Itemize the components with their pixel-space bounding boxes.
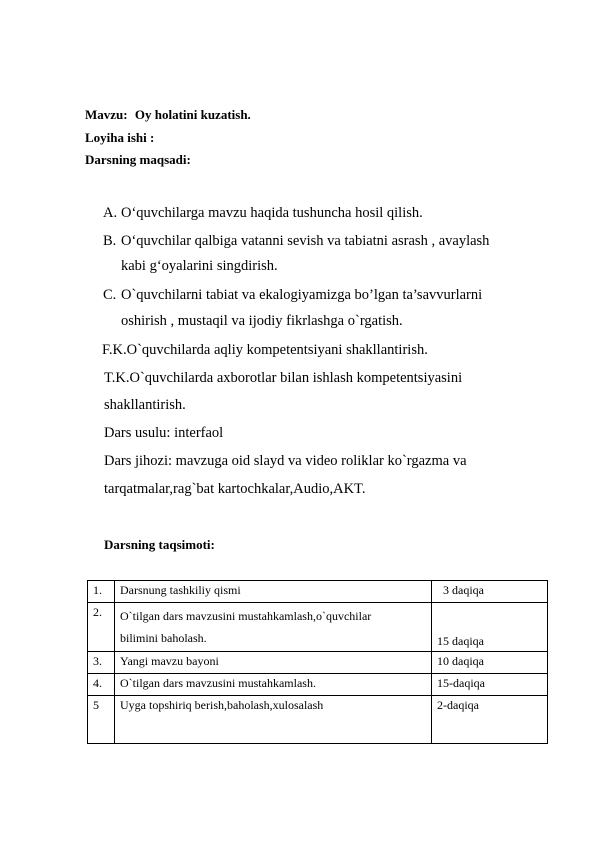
table-row — [88, 674, 548, 696]
goal-label: Darsning maqsadi: — [85, 152, 191, 167]
row-number: 5 — [88, 696, 115, 744]
row-time — [432, 603, 548, 652]
tk-competency-line1: T.K.O`quvchilarda axborotlar bilan ishlash kompetentsiyasini — [104, 370, 463, 386]
table-row — [88, 652, 548, 674]
goal-a-text: O‘quvchilarga mavzu haqida tushuncha hosil qilish. — [121, 205, 423, 221]
row-time: 15-daqiqa — [432, 674, 548, 696]
row-time: 10 daqiqa — [432, 652, 548, 674]
tk-competency-line2: shakllantirish. — [104, 397, 186, 413]
lesson-equipment-line1: Dars jihozi: mavzuga oid slayd va video roliklar ko`rgazma va — [104, 453, 467, 469]
project-label: Loyiha ishi : — [85, 130, 155, 145]
row-time: 2-daqiqa — [432, 696, 548, 744]
row-task: Darsnung tashkiliy qismi — [115, 581, 432, 603]
topic-label: Mavzu: — [85, 107, 128, 122]
goal-c-text-line2: oshirish , mustaqil va ijodiy fikrlashga o`rgatish. — [121, 313, 403, 329]
row-number: 2. — [88, 603, 115, 652]
row-number: 1. — [88, 581, 115, 603]
goal-c-marker: C. — [103, 287, 117, 303]
row-number: 3. — [88, 652, 115, 674]
row-task — [115, 603, 432, 652]
table-row — [88, 603, 548, 652]
topic-value: Oy holatini kuzatish. — [134, 107, 251, 122]
distribution-title: Darsning taqsimoti: — [104, 537, 215, 552]
goal-a-marker: A. — [103, 205, 118, 221]
goal-c-text-line1: O`quvchilarni tabiat va ekalogiyamizga bo’lgan ta’savvurlarni — [121, 287, 483, 303]
goal-b-text-line1: O‘quvchilar qalbiga vatanni sevish va tabiatni asrash , avaylash — [121, 233, 490, 249]
row-task-line2: bilimini baholash. — [120, 631, 207, 645]
table-row — [88, 696, 548, 744]
table-row — [88, 581, 548, 603]
row-time-value: 3 daqiqa — [443, 583, 484, 597]
lesson-method: Dars usulu: interfaol — [104, 425, 224, 441]
row-number: 4. — [88, 674, 115, 696]
fk-competency: F.K.O`quvchilarda aqliy kompetentsiyani shakllantirish. — [102, 342, 428, 358]
lesson-distribution-table — [87, 580, 548, 744]
row-time-value: 15 daqiqa — [437, 634, 484, 648]
row-task-line1: O`tilgan dars mavzusini mustahkamlash,o`quvchilar — [120, 609, 372, 623]
topic-line — [85, 107, 251, 123]
goal-b-text-line2: kabi g‘oyalarini singdirish. — [121, 258, 278, 274]
row-task: Uyga topshiriq berish,baholash,xulosalash — [115, 696, 432, 744]
lesson-equipment-line2: tarqatmalar,rag`bat kartochkalar,Audio,AKT. — [104, 481, 366, 497]
row-task: O`tilgan dars mavzusini mustahkamlash. — [115, 674, 432, 696]
row-time — [432, 581, 548, 603]
goal-b-marker: B. — [103, 233, 117, 249]
row-task: Yangi mavzu bayoni — [115, 652, 432, 674]
